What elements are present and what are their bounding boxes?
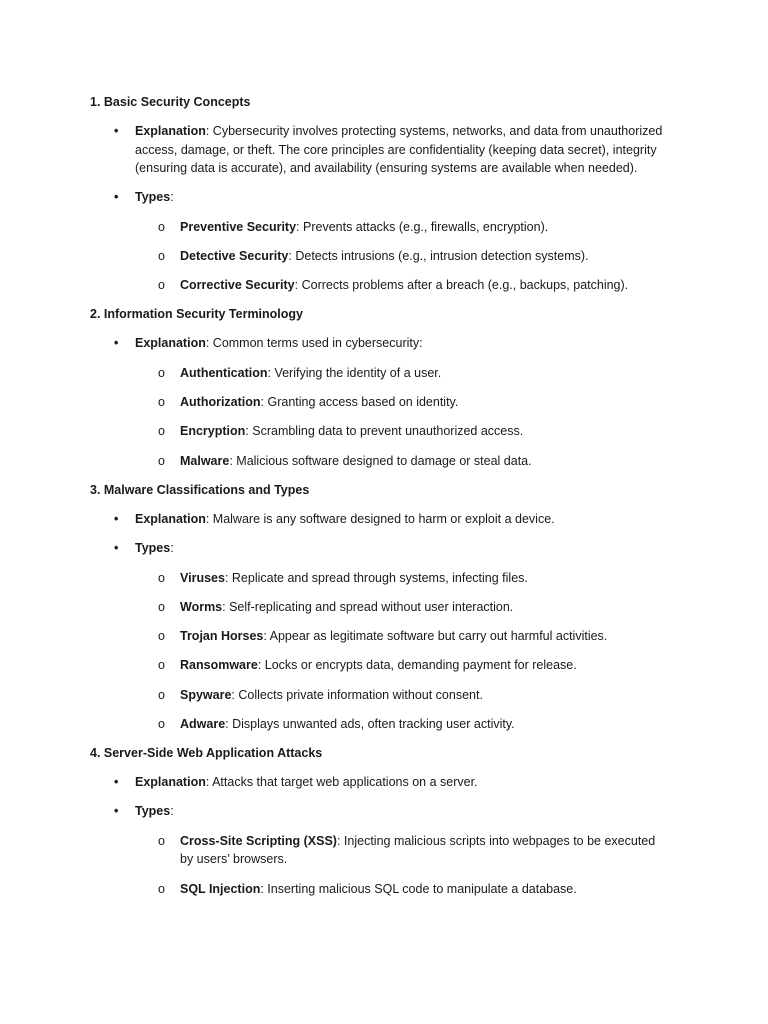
- types-bullet: [90, 802, 668, 898]
- list-item: [90, 422, 668, 441]
- item-term: Trojan Horses: [180, 629, 264, 644]
- types-label: Types: [135, 541, 171, 556]
- sub-marker: o: [158, 453, 165, 468]
- item-text: : Scrambling data to prevent unauthorized access.: [245, 424, 524, 439]
- sub-marker: o: [158, 881, 165, 896]
- item-text: : Corrects problems after a breach (e.g., backups, patching).: [294, 278, 629, 293]
- list-item: [90, 393, 668, 412]
- explanation-bullet: [90, 122, 668, 178]
- section-title: 1. Basic Security Concepts: [90, 95, 251, 109]
- types-bullet: [90, 188, 668, 295]
- item-text: : Appear as legitimate software but carry out harmful activities.: [263, 629, 608, 644]
- bullet-list: [90, 773, 668, 898]
- item-term: Worms: [180, 599, 223, 614]
- item-text: : Collects private information without consent.: [231, 687, 483, 702]
- list-item: [90, 686, 668, 705]
- item-text: : Verifying the identity of a user.: [267, 365, 442, 380]
- bullet-list: [90, 122, 668, 295]
- bullet-marker: •: [114, 336, 119, 351]
- list-item: [90, 832, 668, 869]
- explanation-text: : Malware is any software designed to harm or exploit a device.: [205, 512, 555, 527]
- sub-marker: o: [158, 658, 165, 673]
- item-term: Adware: [180, 717, 226, 732]
- explanation-term: Explanation: [135, 336, 206, 351]
- list-item: [90, 364, 668, 383]
- list-item: [90, 880, 668, 899]
- sub-marker: o: [158, 629, 165, 644]
- explanation-term: Explanation: [135, 512, 206, 527]
- sub-marker: o: [158, 687, 165, 702]
- item-text: : Locks or encrypts data, demanding payment for release.: [257, 658, 577, 673]
- explanation-text: : Cybersecurity involves protecting systems, networks, and data from unauthorized access, damage, or theft. The core principles are confidentiality (keeping data secret), integrity (ensuring data is accurate), and availability (ensuring systems are available when needed).: [135, 124, 663, 175]
- list-item: [90, 598, 668, 617]
- list-item: [90, 452, 668, 471]
- item-term: Malware: [180, 453, 230, 468]
- sub-list: [135, 569, 668, 734]
- sub-marker: o: [158, 717, 165, 732]
- bullet-marker: •: [114, 804, 119, 819]
- item-text: : Injecting malicious scripts into webpages to be executed by users’ browsers.: [180, 833, 656, 867]
- explanation-text: : Attacks that target web applications on a server.: [205, 775, 478, 790]
- item-term: Corrective Security: [180, 278, 295, 293]
- item-term: Preventive Security: [180, 219, 297, 234]
- item-text: : Self-replicating and spread without user interaction.: [222, 599, 514, 614]
- explanation-bullet: [90, 510, 668, 529]
- item-text: : Malicious software designed to damage or steal data.: [229, 453, 532, 468]
- item-text: : Prevents attacks (e.g., firewalls, encryption).: [296, 219, 549, 234]
- explanation-term: Explanation: [135, 775, 206, 790]
- item-term: Cross-Site Scripting (XSS): [180, 833, 337, 848]
- section-title: 2. Information Security Terminology: [90, 307, 303, 322]
- item-term: Encryption: [180, 424, 246, 439]
- item-term: Detective Security: [180, 248, 289, 263]
- sub-marker: o: [158, 570, 165, 585]
- types-bullet: [90, 539, 668, 733]
- types-colon: :: [170, 804, 174, 819]
- types-colon: :: [170, 190, 174, 204]
- bullet-list: [90, 334, 668, 470]
- section-malware-classifications: [90, 481, 668, 733]
- item-term: SQL Injection: [180, 881, 261, 896]
- sub-marker: o: [158, 424, 165, 439]
- sub-marker: o: [158, 248, 165, 263]
- list-item: [90, 715, 668, 734]
- list-item: [90, 218, 668, 237]
- list-item: [90, 627, 668, 646]
- bullet-marker: •: [114, 124, 119, 138]
- sub-marker: o: [158, 395, 165, 410]
- list-item: [90, 656, 668, 675]
- bullet-marker: •: [114, 541, 119, 556]
- item-term: Ransomware: [180, 658, 258, 673]
- sub-list: [135, 218, 668, 295]
- explanation-bullet: [90, 773, 668, 792]
- sub-marker: o: [158, 365, 165, 380]
- sub-marker: o: [158, 278, 165, 293]
- sub-marker: o: [158, 599, 165, 614]
- list-item: [90, 276, 668, 295]
- item-term: Spyware: [180, 687, 232, 702]
- bullet-list: [90, 510, 668, 733]
- section-title: 3. Malware Classifications and Types: [90, 483, 310, 498]
- section-server-side-attacks: [90, 744, 668, 898]
- item-text: : Granting access based on identity.: [260, 395, 459, 410]
- sub-list: [135, 832, 668, 898]
- bullet-marker: •: [114, 512, 119, 527]
- section-basic-security-concepts: [90, 93, 668, 295]
- explanation-bullet: [90, 334, 668, 470]
- sub-marker: o: [158, 219, 165, 234]
- item-term: Authentication: [180, 365, 268, 380]
- section-information-security-terminology: [90, 305, 668, 470]
- section-title: 4. Server-Side Web Application Attacks: [90, 746, 323, 761]
- list-item: [90, 569, 668, 588]
- types-label: Types: [135, 190, 171, 204]
- explanation-term: Explanation: [135, 124, 206, 138]
- item-term: Authorization: [180, 395, 261, 410]
- list-item: [90, 247, 668, 266]
- item-text: : Replicate and spread through systems, infecting files.: [224, 570, 528, 585]
- sub-marker: o: [158, 833, 165, 848]
- types-colon: :: [170, 541, 174, 556]
- item-text: : Detects intrusions (e.g., intrusion detection systems).: [288, 248, 589, 263]
- types-label: Types: [135, 804, 171, 819]
- item-text: : Inserting malicious SQL code to manipulate a database.: [260, 881, 577, 896]
- explanation-text: : Common terms used in cybersecurity:: [205, 336, 423, 351]
- item-term: Viruses: [180, 570, 225, 585]
- bullet-marker: •: [114, 775, 119, 790]
- item-text: : Displays unwanted ads, often tracking user activity.: [225, 717, 515, 732]
- sub-list: [135, 364, 668, 470]
- bullet-marker: •: [114, 190, 119, 204]
